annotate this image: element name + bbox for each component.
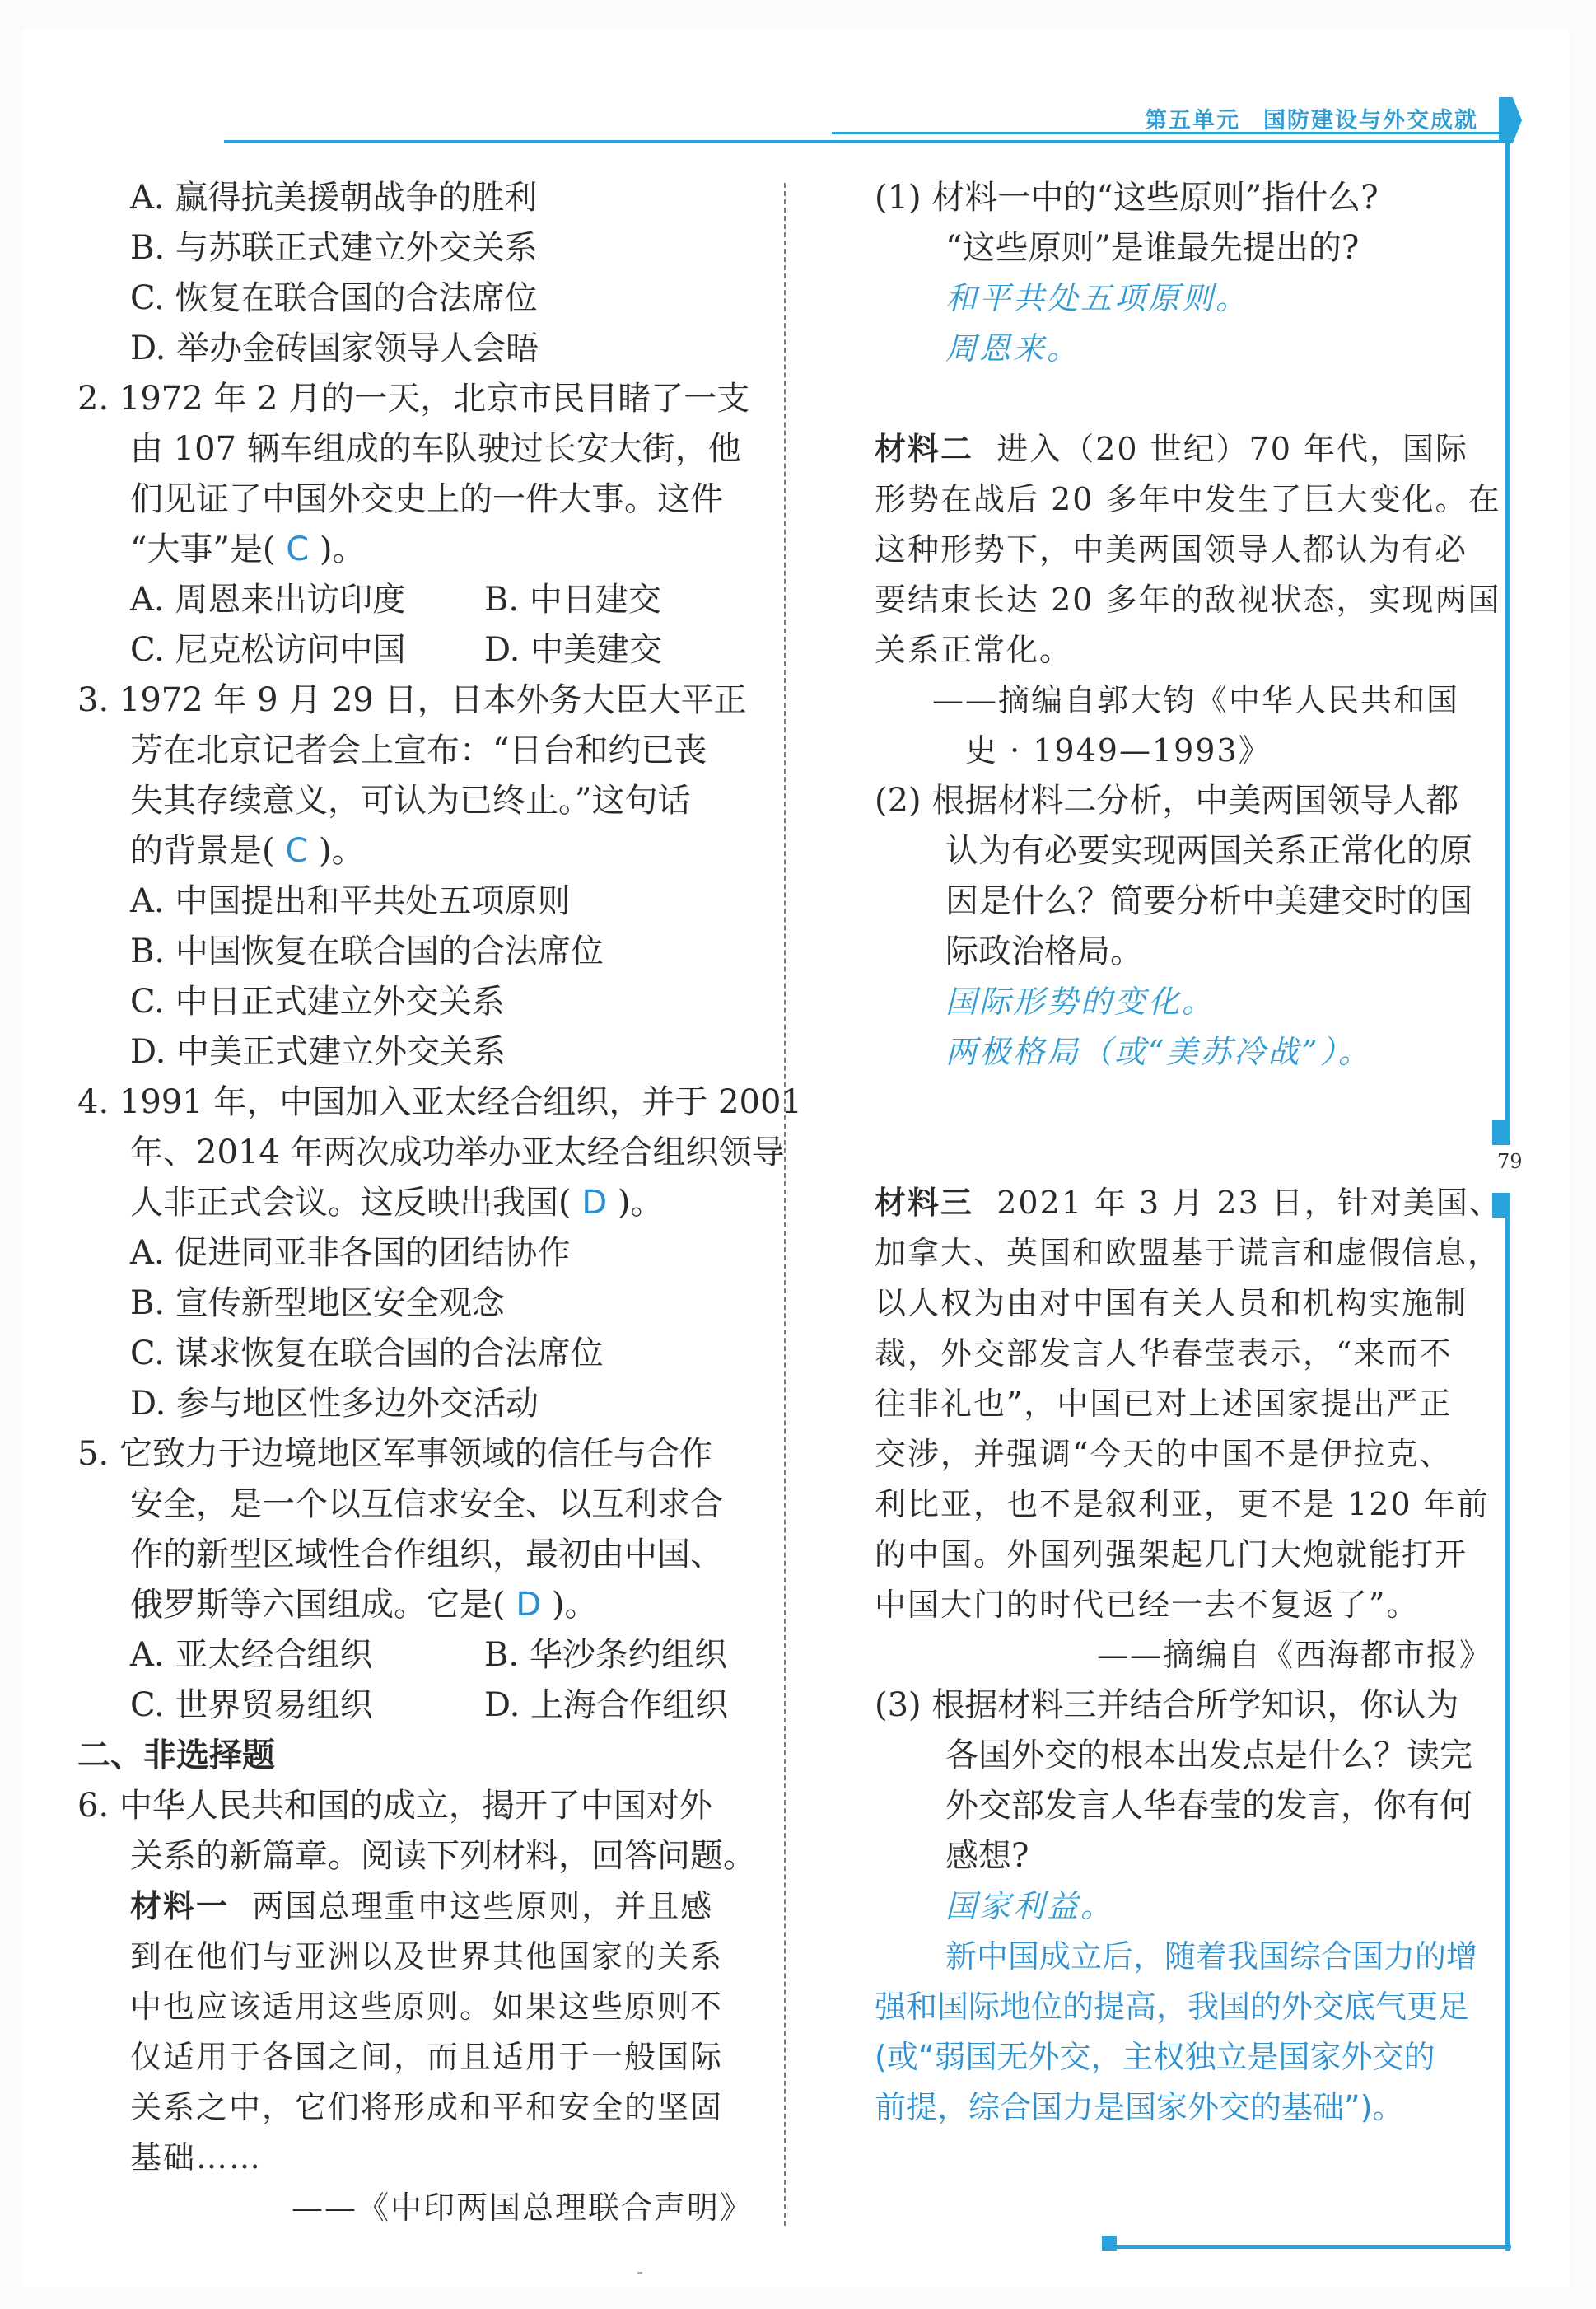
material2-line: 要结束长达 20 多年的敌视状态，实现两国: [875, 582, 1501, 618]
q3-line-answer: [77, 826, 753, 876]
q3-option-c: C. 中日正式建立外交关系: [130, 983, 505, 1021]
material1-line: 到在他们与亚洲以及世界其他国家的关系: [130, 1938, 724, 1975]
q5-line: 安全，是一个以互信求安全、以互利求合: [130, 1485, 723, 1523]
q5-line: 作的新型区域性合作组织，最初由中国、: [130, 1535, 723, 1573]
q4-stem-end: 人非正式会议。这反映出我国(: [130, 1184, 572, 1222]
q4-line: 年、2014 年两次成功举办亚太经合组织领导: [130, 1133, 785, 1171]
left-column: [77, 173, 802, 2233]
q1-option-d: D. 举办金砖国家领导人会晤: [130, 330, 539, 367]
material2-line: 这种形势下，中美两国领导人都认为有必: [875, 531, 1468, 568]
sub3-line: 各国外交的根本出发点是什么？读完: [945, 1736, 1472, 1774]
q5-line: 5. 它致力于边境地区军事领域的信任与合作: [77, 1435, 712, 1473]
sub1-answer: 周恩来。: [945, 330, 1081, 367]
sub3-line: 感想?: [945, 1837, 1029, 1875]
material1-line: 中也应该适用这些原则。如果这些原则不: [130, 1989, 724, 2025]
material2-line: 关系正常化。: [875, 632, 1073, 668]
q4-line-answer: [77, 1178, 753, 1228]
sub3-answer: 前提，综合国力是国家外交的基础”)。: [875, 2089, 1404, 2125]
right-column: [875, 173, 1502, 2133]
q3-stem-close: )。: [318, 832, 365, 870]
material3-line: 利比亚，也不是叙利亚，更不是 120 年前: [875, 1486, 1490, 1522]
material2-source: ——摘编自郭大钧《中华人民共和国: [932, 682, 1460, 718]
q5-options-row: [77, 1680, 753, 1731]
q4-stem-close: )。: [617, 1184, 664, 1222]
q3-line: 失其存续意义，可认为已终止。”这句话: [130, 782, 691, 820]
sub1-answer: 和平共处五项原则。: [945, 280, 1250, 316]
column-divider: [784, 183, 786, 2226]
q6-line: 6. 中华人民共和国的成立，揭开了中国对外: [77, 1787, 712, 1825]
sub3-line: (3) 根据材料三并结合所学知识，你认为: [875, 1686, 1459, 1724]
header-rule: [224, 140, 1509, 143]
q5-option-b: B. 华沙条约组织: [484, 1636, 727, 1674]
side-notch-top: [1492, 1120, 1510, 1145]
sub1-line: “这些原则”是谁最先提出的?: [945, 229, 1360, 267]
q6-line: 关系的新篇章。阅读下列材料，回答问题。: [130, 1837, 756, 1875]
q3-line: 3. 1972 年 9 月 29 日，日本外务大臣大平正: [77, 681, 747, 719]
q4-line: 4. 1991 年，中国加入亚太经合组织，并于 2001: [77, 1083, 802, 1121]
material3-text: 2021 年 3 月 23 日，针对美国、: [996, 1185, 1502, 1221]
running-header: [1145, 102, 1478, 134]
q2-options-row: [77, 625, 753, 675]
q2-options-row: [77, 575, 753, 625]
q3-line: 芳在北京记者会上宣布：“日台和约已丧: [130, 731, 707, 769]
sub2-line: (2) 根据材料二分析，中美两国领导人都: [875, 782, 1459, 820]
material1-line: 基础……: [130, 2139, 263, 2176]
q5-line-answer: [77, 1580, 753, 1630]
side-rule-top: [1505, 143, 1510, 1124]
sub2-line: 认为有必要实现两国关系正常化的原: [945, 832, 1472, 870]
material3-source: ——摘编自《西海都市报》: [1096, 1637, 1492, 1673]
material2-first-line: [875, 424, 1492, 474]
q2-answer: C: [286, 531, 310, 568]
material3-line: 的中国。外国列强架起几门大炮就能打开: [875, 1536, 1468, 1573]
q5-option-c: C. 世界贸易组织: [130, 1686, 373, 1724]
side-rule-bottom: [1505, 1194, 1510, 2251]
material2-source: 史 · 1949—1993》: [965, 732, 1272, 769]
q2-option-c: C. 尼克松访问中国: [130, 631, 406, 669]
q5-option-a: A. 亚太经合组织: [130, 1636, 373, 1674]
page-speck: [637, 2272, 642, 2274]
q4-option-b: B. 宣传新型地区安全观念: [130, 1284, 505, 1322]
q5-stem-end: 俄罗斯等六国组成。它是(: [130, 1586, 506, 1624]
material2-label: 材料二: [875, 431, 974, 467]
q1-option-c: C. 恢复在联合国的合法席位: [130, 279, 538, 317]
q5-stem-close: )。: [551, 1586, 598, 1624]
material3-line: 交涉，并强调“今天的中国不是伊拉克、: [875, 1436, 1453, 1472]
material3-first-line: [875, 1178, 1502, 1228]
q4-option-c: C. 谋求恢复在联合国的合法席位: [130, 1334, 604, 1372]
page-number: 79: [1497, 1150, 1523, 1173]
q2-stem-close: )。: [319, 531, 366, 568]
material1-line: 关系之中，它们将形成和平和安全的坚固: [130, 2089, 724, 2125]
sub1-line: (1) 材料一中的“这些原则”指什么?: [875, 179, 1379, 217]
section-title: 二、非选择题: [77, 1736, 275, 1774]
q3-stem-end: 的背景是(: [130, 832, 275, 870]
q3-answer: C: [285, 832, 309, 870]
q4-option-a: A. 促进同亚非各国的团结协作: [130, 1234, 571, 1272]
q4-option-d: D. 参与地区性多边外交活动: [130, 1385, 539, 1423]
q2-line: 们见证了中国外交史上的一件大事。这件: [130, 480, 723, 518]
material1-text: 两国总理重申这些原则，并且感: [252, 1888, 714, 1924]
q2-line-answer: [77, 525, 753, 575]
q3-option-a: A. 中国提出和平共处五项原则: [130, 882, 571, 920]
sub3-answer: (或“弱国无外交，主权独立是国家外交的: [875, 2039, 1435, 2075]
material3-line: 加拿大、英国和欧盟基于谎言和虚假信息，: [875, 1235, 1501, 1271]
sub2-line: 际政治格局。: [945, 932, 1143, 970]
material3-line: 中国大门的时代已经一去不复返了”。: [875, 1587, 1420, 1623]
q2-option-a: A. 周恩来出访印度: [130, 581, 406, 619]
chapter-title: 国防建设与外交成就: [1263, 108, 1478, 133]
q2-line: 2. 1972 年 2 月的一天，北京市民目睹了一支: [77, 380, 750, 418]
sub3-answer: 强和国际地位的提高，我国的外交底气更足: [875, 1989, 1470, 2025]
sub2-answer: 两极格局（或“美苏冷战”）。: [945, 1034, 1372, 1070]
material1-first-line: [77, 1881, 753, 1932]
unit-label: 第五单元: [1145, 108, 1240, 133]
q5-answer: D: [516, 1586, 542, 1624]
q5-option-d: D. 上海合作组织: [484, 1686, 729, 1724]
sub2-line: 因是什么？简要分析中美建交时的国: [945, 882, 1472, 920]
q2-option-b: B. 中日建交: [484, 581, 661, 619]
material2-line: 形势在战后 20 多年中发生了巨大变化。在: [875, 481, 1501, 517]
q1-option-b: B. 与苏联正式建立外交关系: [130, 229, 538, 267]
q2-line: 由 107 辆车组成的车队驶过长安大街，他: [130, 430, 741, 468]
material1-line: 仅适用于各国之间，而且适用于一般国际: [130, 2039, 724, 2075]
material1-source: ——《中印两国总理联合声明》: [291, 2190, 753, 2226]
material1-label: 材料一: [130, 1888, 230, 1924]
q4-answer: D: [581, 1184, 608, 1222]
sub2-answer: 国际形势的变化。: [945, 984, 1216, 1020]
bottom-rule: [1108, 2245, 1511, 2249]
material3-label: 材料三: [875, 1185, 974, 1221]
material2-text: 进入（20 世纪）70 年代，国际: [996, 431, 1469, 467]
sub3-answer: 新中国成立后，随着我国综合国力的增: [945, 1938, 1478, 1975]
sub3-line: 外交部发言人华春莹的发言，你有何: [945, 1787, 1472, 1825]
q3-option-b: B. 中国恢复在联合国的合法席位: [130, 932, 604, 970]
q3-option-d: D. 中美正式建立外交关系: [130, 1033, 506, 1071]
material3-line: 以人权为由对中国有关人员和机构实施制: [875, 1285, 1468, 1321]
q5-options-row: [77, 1630, 753, 1680]
material3-line: 裁，外交部发言人华春莹表示，“来而不: [875, 1335, 1453, 1372]
material3-line: 往非礼也”，中国已对上述国家提出严正: [875, 1386, 1453, 1422]
q2-option-d: D. 中美建交: [484, 631, 663, 669]
q2-stem-end: “大事”是(: [130, 531, 276, 568]
sub3-answer: 国家利益。: [945, 1888, 1115, 1924]
q1-option-a: A. 赢得抗美援朝战争的胜利: [130, 179, 538, 217]
